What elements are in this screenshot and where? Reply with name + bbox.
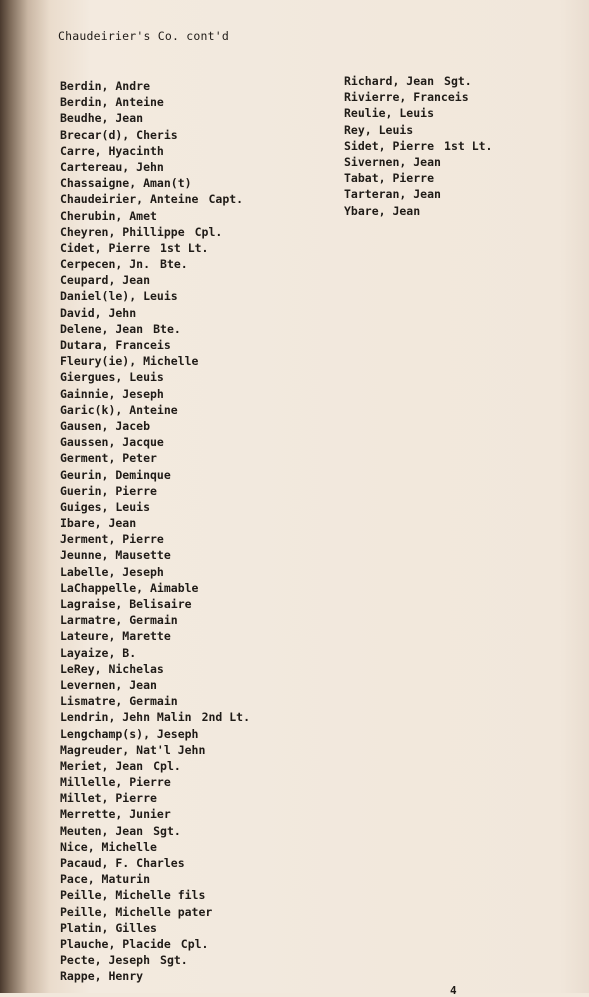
roster-entry [60, 272, 250, 288]
roster-entry-rank: Sgt. [444, 74, 472, 88]
roster-entry [60, 628, 250, 644]
roster-entry-rank: Capt. [208, 192, 244, 207]
roster-entry [344, 170, 492, 186]
roster-entry [60, 418, 250, 434]
page-number: 4 [450, 984, 457, 997]
roster-entry [60, 645, 250, 661]
roster-right-column [344, 73, 492, 219]
roster-entry [60, 337, 250, 353]
roster-entry [60, 191, 250, 207]
roster-entry-name: Meriet, Jean [60, 758, 144, 773]
roster-entry [60, 127, 250, 143]
roster-entry-name: Cerpecen, Jn. [60, 257, 151, 272]
roster-entry [60, 78, 250, 94]
roster-entry-name: Peille, Michelle fils [60, 888, 206, 903]
roster-entry [60, 110, 250, 126]
roster-entry [60, 758, 250, 774]
roster-entry-name: Gaussen, Jacque [60, 435, 164, 450]
roster-entry-name: Lengchamp(s), Jeseph [60, 726, 199, 741]
roster-entry-rank: 1st Lt. [444, 138, 493, 153]
roster-entry-name: Magreuder, Nat'l Jehn [60, 742, 206, 757]
roster-entry-name: Guiges, Leuis [60, 499, 151, 514]
page-heading: Chaudeirier's Co. cont'd [58, 29, 229, 43]
roster-entry [60, 353, 250, 369]
roster-entry-name: Garic(k), Anteine [60, 402, 178, 417]
roster-entry-rank: Sgt. [153, 823, 181, 838]
roster-entry [344, 138, 492, 154]
roster-entry-name: Berdin, Anteine [60, 95, 164, 110]
roster-entry [60, 677, 250, 693]
roster-entry [60, 175, 250, 191]
roster-entry [60, 580, 250, 596]
roster-entry-name: Gausen, Jaceb [60, 418, 151, 433]
roster-entry-name: Daniel(le), Leuis [60, 289, 178, 304]
roster-entry-name: Chaudeirier, Anteine [60, 192, 199, 207]
roster-entry-name: Pecte, Jeseph [60, 953, 151, 968]
roster-entry-rank: Sgt. [160, 953, 188, 968]
roster-entry-name: Larmatre, Germain [60, 613, 178, 628]
roster-entry [60, 693, 250, 709]
roster-entry [344, 73, 492, 89]
roster-entry-name: Rappe, Henry [60, 969, 144, 984]
roster-entry-name: Cherubin, Amet [60, 208, 157, 223]
roster-entry-name: Jeunne, Mausette [60, 548, 171, 563]
roster-entry-name: Guerin, Pierre [60, 483, 157, 498]
roster-entry [60, 823, 250, 839]
roster-entry-name: Beudhe, Jean [60, 111, 144, 126]
roster-entry-name: Jerment, Pierre [60, 532, 164, 547]
roster-entry-name: Rey, Leuis [344, 122, 414, 137]
roster-entry [60, 904, 250, 920]
roster-entry-rank: Bte. [153, 321, 181, 336]
roster-entry [60, 871, 250, 887]
roster-entry [60, 612, 250, 628]
roster-entry [60, 143, 250, 159]
roster-entry [344, 105, 492, 121]
roster-entry-name: Carre, Hyacinth [60, 143, 164, 158]
roster-entry [60, 806, 250, 822]
roster-entry-name: Geurin, Deminque [60, 467, 171, 482]
roster-entry [60, 467, 250, 483]
roster-entry-rank: Cpl. [194, 224, 223, 239]
roster-entry [60, 402, 250, 418]
roster-entry-name: LaChappelle, Aimable [60, 580, 199, 595]
roster-entry-name: Plauche, Placide [60, 936, 171, 951]
roster-entry-name: Dutara, Franceis [60, 338, 171, 352]
roster-entry-name: Cheyren, Phillippe [60, 224, 185, 239]
roster-entry-name: Reulie, Leuis [344, 106, 435, 121]
roster-entry [60, 661, 250, 677]
roster-entry-name: Brecar(d), Cheris [60, 127, 178, 142]
roster-entry-name: Levernen, Jean [60, 677, 157, 692]
roster-entry [60, 887, 250, 903]
roster-left-column [60, 78, 250, 985]
roster-entry-rank: Bte. [160, 257, 188, 272]
roster-entry [60, 855, 250, 871]
roster-entry [60, 790, 250, 806]
roster-entry [60, 936, 250, 952]
roster-entry [60, 564, 250, 580]
roster-entry-name: Millet, Pierre [60, 791, 157, 806]
roster-entry [60, 499, 250, 515]
roster-entry [344, 203, 492, 219]
roster-entry-name: Lendrin, Jehn Malin [60, 710, 192, 725]
roster-entry-name: Delene, Jean [60, 321, 144, 336]
roster-entry [60, 774, 250, 790]
roster-entry-name: Ceupard, Jean [60, 273, 151, 288]
roster-entry-name: Layaize, B. [60, 645, 137, 660]
roster-entry [60, 256, 250, 272]
roster-entry [60, 920, 250, 936]
roster-entry [60, 159, 250, 175]
roster-entry-name: Richard, Jean [344, 74, 435, 88]
roster-entry [60, 968, 250, 984]
roster-entry [60, 726, 250, 742]
roster-entry-name: David, Jehn [60, 305, 137, 320]
roster-entry-name: Tabat, Pierre [344, 171, 435, 186]
roster-entry [60, 742, 250, 758]
roster-entry [60, 434, 250, 450]
roster-entry-name: Platin, Gilles [60, 920, 157, 935]
roster-entry-name: Cidet, Pierre [60, 240, 151, 255]
roster-entry [60, 839, 250, 855]
roster-entry [60, 709, 250, 725]
roster-entry-name: Lagraise, Belisaire [60, 597, 192, 611]
roster-entry-name: Fleury(ie), Michelle [60, 354, 199, 369]
roster-entry-name: Lateure, Marette [60, 629, 171, 644]
roster-entry [60, 288, 250, 304]
roster-entry-rank: 1st Lt. [160, 240, 209, 255]
roster-entry [60, 952, 250, 968]
roster-entry-name: Millelle, Pierre [60, 775, 171, 790]
roster-entry [60, 547, 250, 563]
roster-entry-name: Ybare, Jean [344, 203, 421, 218]
roster-entry-name: Nice, Michelle [60, 839, 157, 854]
roster-entry [60, 369, 250, 385]
roster-entry-name: Germent, Peter [60, 451, 157, 466]
roster-entry-name: Cartereau, Jehn [60, 159, 164, 174]
roster-entry-name: Giergues, Leuis [60, 370, 164, 385]
roster-entry-name: Rivierre, Franceis [344, 90, 469, 105]
roster-entry [60, 596, 250, 612]
roster-entry-name: Peille, Michelle pater [60, 904, 213, 919]
roster-entry-name: Ibare, Jean [60, 516, 137, 531]
roster-entry-name: Lismatre, Germain [60, 694, 178, 709]
roster-entry [60, 240, 250, 256]
roster-entry-name: Berdin, Andre [60, 79, 151, 93]
roster-entry [60, 386, 250, 402]
roster-entry-rank: Cpl. [180, 936, 209, 951]
roster-entry-name: Gainnie, Jeseph [60, 386, 164, 401]
roster-entry [60, 321, 250, 337]
roster-entry-name: Tarteran, Jean [344, 187, 441, 202]
roster-entry [60, 305, 250, 321]
roster-entry-name: Pacaud, F. Charles [60, 856, 185, 870]
roster-entry-rank: Cpl. [153, 758, 181, 773]
roster-entry-name: Merrette, Junier [60, 807, 171, 822]
roster-entry [60, 531, 250, 547]
roster-entry [344, 89, 492, 105]
roster-entry [344, 154, 492, 170]
roster-entry-name: Sivernen, Jean [344, 154, 441, 169]
roster-entry-name: LeRey, Nichelas [60, 661, 164, 676]
roster-entry-name: Sidet, Pierre [344, 138, 435, 153]
roster-entry [60, 224, 250, 240]
roster-entry-name: Chassaigne, Aman(t) [60, 176, 192, 191]
roster-entry [344, 122, 492, 138]
roster-entry-name: Meuten, Jean [60, 823, 144, 838]
roster-entry [60, 450, 250, 466]
roster-entry-rank: 2nd Lt. [201, 710, 251, 725]
roster-entry [344, 186, 492, 202]
roster-entry-name: Labelle, Jeseph [60, 564, 164, 579]
roster-entry [60, 94, 250, 110]
roster-entry [60, 515, 250, 531]
roster-entry [60, 483, 250, 499]
roster-entry-name: Pace, Maturin [60, 872, 151, 887]
roster-entry [60, 208, 250, 224]
